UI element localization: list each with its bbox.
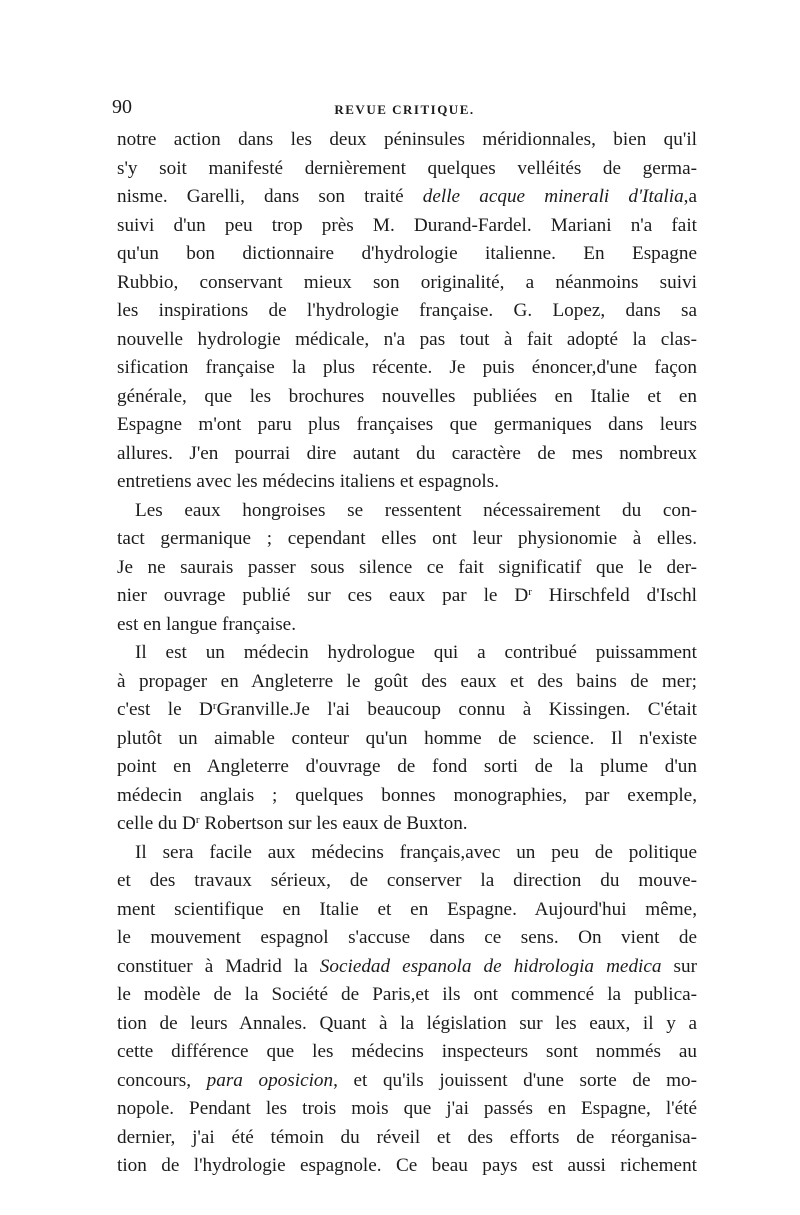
text-line: tion de l'hydrologie espagnole. Ce beau pays est aussi richement (117, 1155, 697, 1176)
text-line: et des travaux sérieux, de conserver la direction du mouve- (117, 870, 697, 891)
text-line (117, 810, 697, 839)
text-line: le mouvement espagnol s'accuse dans ce sens. On vient de (117, 927, 697, 948)
text-line: tion de leurs Annales. Quant à la législation sur les eaux, il y a (117, 1012, 697, 1034)
superscript: r (195, 814, 200, 826)
superscript: r (212, 700, 217, 712)
text-line: sification française la plus récente. Je puis énoncer,d'une façon (117, 357, 697, 378)
text-line: cette différence que les médecins inspecteurs sont nommés au (117, 1041, 697, 1062)
text-line: Espagne m'ont paru plus françaises que germaniques dans leurs (117, 414, 697, 435)
text-line: s'y soit manifesté dernièrement quelques velléités de germa- (117, 157, 697, 179)
body-text (117, 126, 697, 1181)
text-line: Rubbio, conservant mieux son originalité, a néanmoins suivi (117, 271, 697, 293)
text-line: générale, que les brochures nouvelles publiées en Italie et en (117, 385, 697, 407)
text-line: tact germanique ; cependant elles ont leur physionomie à elles. (117, 528, 697, 549)
text-line (117, 696, 697, 725)
text-line: nouvelle hydrologie médicale, n'a pas tout à fait adopté la clas- (117, 328, 697, 350)
text-line: Il est un médecin hydrologue qui a contribué puissamment (135, 642, 697, 663)
text-line: Je ne saurais passer sous silence ce fait significatif que le der- (117, 556, 697, 578)
text-run: concours, (117, 1069, 207, 1091)
page-number: 90 (112, 96, 132, 118)
text-run: ,a (683, 186, 697, 207)
text-run: Hirschfeld d'Ischl (531, 585, 697, 606)
text-run: sur (661, 955, 697, 977)
text-line: Il sera facile aux médecins français,avec un peu de politique (135, 841, 697, 863)
text-line: ment scientifique en Italie et en Espagne. Aujourd'hui même, (117, 898, 697, 920)
text-line: le modèle de la Société de Paris,et ils ont commencé la publica- (117, 984, 697, 1005)
text-run: constituer à Madrid la (117, 955, 320, 977)
text-line: qu'un bon dictionnaire d'hydrologie italienne. En Espagne (117, 243, 697, 264)
text-line (117, 183, 697, 212)
text-line: à propager en Angleterre le goût des eaux et des bains de mer; (117, 670, 697, 692)
text-line: point en Angleterre d'ouvrage de fond sorti de la plume d'un (117, 756, 697, 777)
text-line: notre action dans les deux péninsules méridionnales, bien qu'il (117, 129, 697, 150)
text-line (117, 582, 697, 611)
text-line: Les eaux hongroises se ressentent nécessairement du con- (135, 499, 697, 521)
text-run: c'est le D (117, 699, 213, 720)
page-header (112, 96, 697, 126)
text-line: allures. J'en pourrai dire autant du caractère de mes nombreux (117, 442, 697, 464)
italic-phrase: para oposicion (206, 1069, 334, 1091)
text-line (117, 1067, 697, 1096)
text-run: , et qu'ils jouissent d'une sorte de mo- (333, 1069, 697, 1091)
text-line: médecin anglais ; quelques bonnes monographies, par exemple, (117, 784, 697, 806)
text-run: nisme. Garelli, dans son traité (117, 186, 423, 207)
text-line: les inspirations de l'hydrologie française. G. Lopez, dans sa (117, 300, 697, 321)
italic-title: Sociedad espanola de hidrologia medica (319, 955, 662, 977)
text-line: entretiens avec les médecins italiens et espagnols. (117, 471, 500, 492)
superscript: r (528, 586, 532, 598)
text-line: dernier, j'ai été témoin du réveil et des efforts de réorganisa- (117, 1126, 697, 1148)
text-line: plutôt un aimable conteur qu'un homme de science. Il n'existe (117, 727, 697, 749)
text-line: nopole. Pendant les trois mois que j'ai passés en Espagne, l'été (117, 1098, 697, 1119)
text-line (117, 953, 697, 982)
text-line: suivi d'un peu trop près M. Durand-Fardel. Mariani n'a fait (117, 214, 697, 236)
text-line: est en langue française. (117, 613, 296, 635)
text-run: Robertson sur les eaux de Buxton. (199, 813, 468, 834)
running-title: REVUE CRITIQUE. (334, 102, 475, 117)
italic-title: delle acque minerali d'Italia (422, 186, 684, 207)
text-run: nier ouvrage publié sur ces eaux par le D (117, 585, 529, 606)
text-run: celle du D (117, 813, 196, 834)
text-run: Granville.Je l'ai beaucoup connu à Kissingen. C'était (216, 699, 697, 720)
